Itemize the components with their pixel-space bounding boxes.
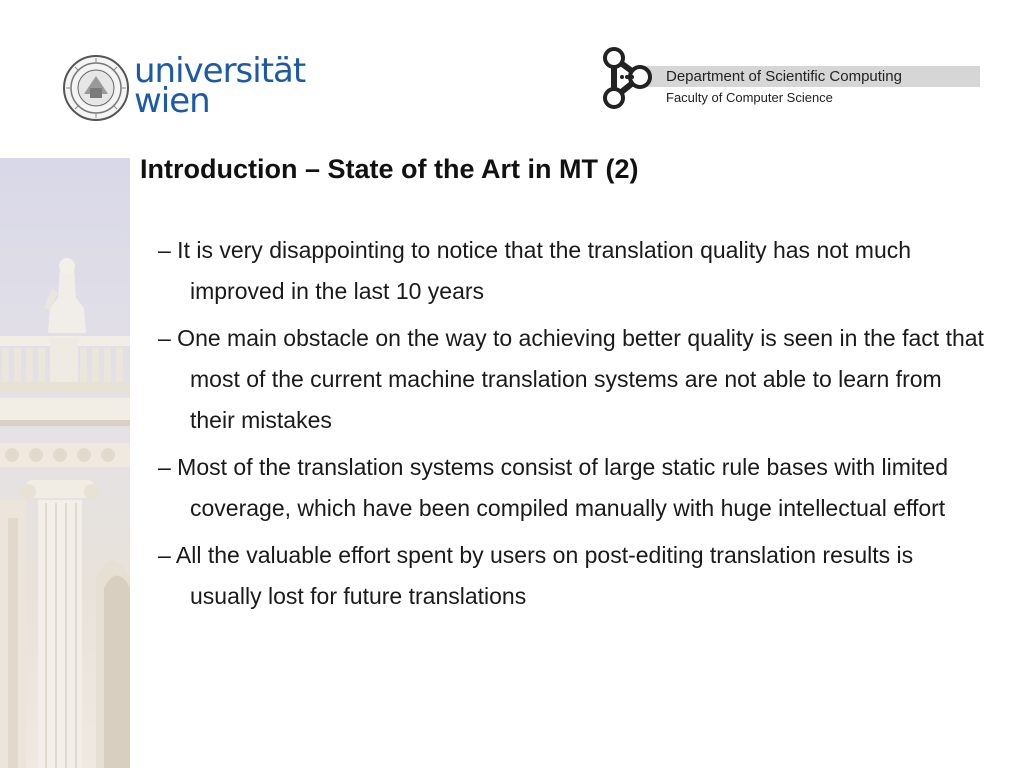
building-facade-photo (0, 158, 130, 768)
bullet-item: – One main obstacle on the way to achieving better quality is seen in the fact that most of the current machine translation systems are not able to learn from their mistakes (158, 325, 984, 433)
university-seal-icon (62, 54, 130, 122)
university-name-line2: wien (134, 81, 210, 121)
university-logo (62, 51, 306, 126)
bullet-item: – It is very disappointing to notice that the translation quality has not much improved in the last 10 years (158, 237, 912, 304)
department-logo (586, 46, 980, 110)
bullet-list (158, 230, 988, 623)
faculty-name: Faculty of Computer Science (666, 90, 833, 105)
bullet-item: – Most of the translation systems consist of large static rule bases with limited coverage, which have been compiled manually with huge intellectual effort (158, 454, 948, 521)
department-name: Department of Scientific Computing (666, 68, 902, 85)
university-name-line1: universität (134, 51, 306, 91)
bullet-item: – All the valuable effort spent by users on post-editing translation results is usually lost for future translations (158, 542, 914, 609)
slide-title: Introduction – State of the Art in MT (2) (140, 154, 639, 184)
network-nodes-icon (596, 46, 658, 110)
